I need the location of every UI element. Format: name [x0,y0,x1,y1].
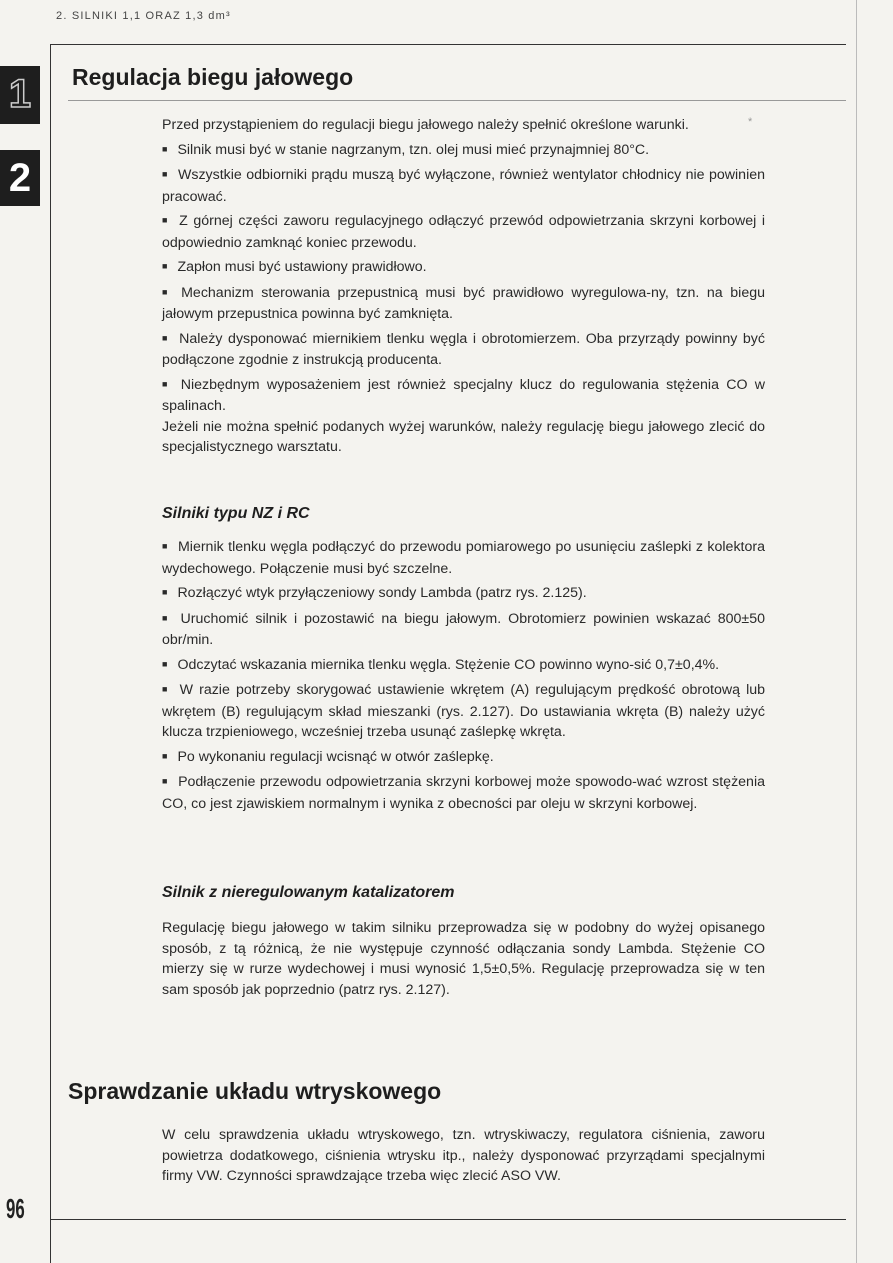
list-item: ■ Wszystkie odbiorniki prądu muszą być wyłączone, również wentylator chłodnicy nie powinien pracować. [162,165,765,207]
chapter-tab-1: 1 [0,66,40,124]
right-page-edge [856,0,857,1263]
list-item: ■ Miernik tlenku węgla podłączyć do przewodu pomiarowego po usunięciu zaślepki z kolektora wydechowego. Połączenie musi być szczelne. [162,537,765,579]
section-title-injection-check: Sprawdzanie układu wtryskowego [68,1078,442,1104]
page-number: 96 [6,1193,25,1224]
list-item: ■ Silnik musi być w stanie nagrzanym, tzn. olej musi mieć przynajmniej 80°C. [162,140,765,162]
list-item: ■ Podłączenie przewodu odpowietrzania skrzyni korbowej może spowodo-wać wzrost stężenia CO, co jest zjawiskiem normalnym i wynika z obecności par oleju w skrzyni korbowej. [162,772,765,814]
list-item: ■ Odczytać wskazania miernika tlenku węgla. Stężenie CO powinno wyno-sić 0,7±0,4%. [162,655,765,677]
footer-rule [50,1219,846,1220]
list-item: ■ Uruchomić silnik i pozostawić na biegu jałowym. Obrotomierz powinien wskazać 800±50 obr/min. [162,609,765,651]
section1-intro: Przed przystąpieniem do regulacji biegu jałowego należy spełnić określone warunki. [162,117,689,133]
running-header: 2. SILNIKI 1,1 ORAZ 1,3 dm³ [56,10,231,22]
list-item: ■ Mechanizm sterowania przepustnicą musi być prawidłowo wyregulowa-ny, tzn. na biegu jałowym przepustnica powinna być zamknięta. [162,283,765,325]
subsection-title-nz-rc: Silniki typu NZ i RC [162,505,310,522]
list-item: ■ Niezbędnym wyposażeniem jest również specjalny klucz do regulowania stężenia CO w spalinach. [162,375,765,417]
section2-body [162,1125,765,1191]
left-margin-rule [50,44,51,1263]
section1-body [162,115,765,462]
section-title-idle-adjustment: Regulacja biegu jałowego [72,64,354,90]
list-item: ■ Po wykonaniu regulacji wcisnąć w otwór zaślepkę. [162,747,765,769]
chapter-tab-2: 2 [0,150,40,206]
section1-closing: Jeżeli nie można spełnić podanych wyżej warunków, należy regulację biegu jałowego zlecić do specjalistycznego warsztatu. [162,418,765,455]
section-title-underline [68,100,846,101]
subsection-nz-rc-body [162,537,765,818]
injection-paragraph: W celu sprawdzenia układu wtryskowego, tzn. wtryskiwaczy, regulatora ciśnienia, zaworu powietrza dodatkowego, ciśnienia wtrysku itp., należy dysponować przyrządami specjalnymi firmy VW. Czynności sprawdzające trzeba więc zlecić ASO VW. [162,1127,765,1184]
list-item: ■ Z górnej części zaworu regulacyjnego odłączyć przewód odpowietrzania skrzyni korbowej i odpowiednio zamknąć koniec przewodu. [162,211,765,253]
list-item: ■ W razie potrzeby skorygować ustawienie wkrętem (A) regulującym prędkość obrotową lub wkrętem (B) regulującym skład mieszanki (rys. 2.127). Do ustawiania wkręta (B) należy użyć klucza trzpieniowego, wcześniej trzeba usunąć zaślepkę wkręta. [162,680,765,743]
header-rule [50,44,846,45]
subsection-catalyst-body [162,918,765,1004]
margin-mark: * [748,116,753,128]
catalyst-paragraph: Regulację biegu jałowego w takim silniku przeprowadza się w podobny do wyżej opisanego sposób, z tą różnicą, że nie występuje czynność odłączania sondy Lambda. Stężenie CO mierzy się w rurze wydechowej i musi wynosić 1,5±0,5%. Regulację przeprowadza się w ten sam sposób jak poprzednio (patrz rys. 2.127). [162,920,765,998]
list-item: ■ Rozłączyć wtyk przyłączeniowy sondy Lambda (patrz rys. 2.125). [162,583,765,605]
list-item: ■ Należy dysponować miernikiem tlenku węgla i obrotomierzem. Oba przyrządy powinny być podłączone zgodnie z instrukcją producenta. [162,329,765,371]
subsection-title-catalyst: Silnik z nieregulowanym katalizatorem [162,884,455,901]
list-item: ■ Zapłon musi być ustawiony prawidłowo. [162,257,765,279]
